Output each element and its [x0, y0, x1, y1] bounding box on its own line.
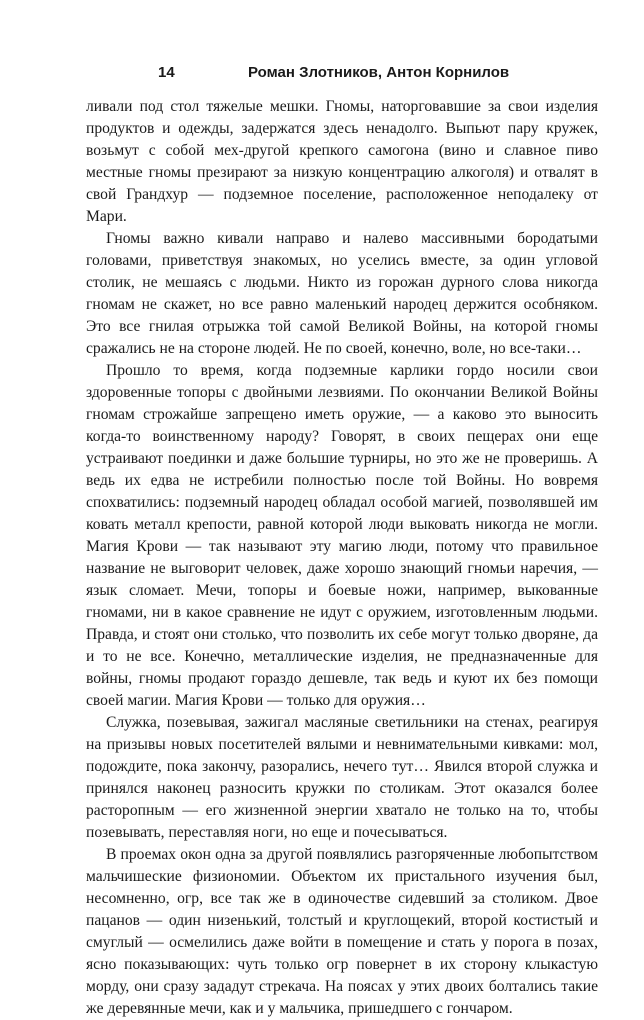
running-head: Роман Злотников, Антон Корнилов: [248, 64, 510, 81]
page-number: 14: [158, 64, 175, 81]
paragraph: Гномы важно кивали направо и налево массивными бородатыми головами, приветствуя знакомых, но уселись вместе, за один угловой столик, не мешаясь с людьми. Никто из горожан дурного слова никогда гномам не скажет, но все равно маленький народец держится особняком. Это все гнилая отрыжка той самой Великой Войны, на которой гномы сражались не на стороне людей. Не по своей, конечно, воле, но все-таки…: [86, 230, 598, 357]
paragraph: Служка, позевывая, зажигал масляные светильники на стенах, реагируя на призывы новых посетителей вялыми и невнимательными кивками: мол, подождите, пока закончу, разорались, нечего тут… Явился второй служка и принялся наконец разносить кружки по столикам. Этот оказался более расторопным — его жизненной энергии хватало не только на то, чтобы позевывать, переставляя ноги, но еще и почесываться.: [86, 714, 598, 841]
body-text: [86, 96, 598, 1020]
paragraph: В проемах окон одна за другой появлялись разгоряченные любопытством мальчишеские физиономии. Объектом их пристального изучения был, несомненно, огр, все так же в одиночестве сидевший за столиком. Двое пацанов — один низенький, толстый и круглощекий, второй костистый и смуглый — осмелились даже войти в помещение и стать у порога в позах, ясно показывающих: чуть только огр повернет в их сторону клыкастую морду, они сразу зададут стрекача. На поясах у этих двоих болтались такие же деревянные мечи, как и у мальчика, пришедшего с гончаром.: [86, 846, 598, 1017]
paragraph: Прошло то время, когда подземные карлики гордо носили свои здоровенные топоры с двойными лезвиями. По окончании Великой Войны гномам строжайше запрещено иметь оружие, — а каково это выносить когда-то воинственному народу? Говорят, в своих пещерах они еще устраивают поединки и даже большие турниры, но это же не проверишь. А ведь их едва не истребили полностью после той Войны. Но вовремя спохватились: подземный народец обладал особой магией, позволявшей им ковать металл крепости, равной которой люди выковать никогда не могли. Магия Крови — так называют эту магию люди, потому что правильное название не выговорит человек, даже хорошо знающий гномьи наречия, — язык сломает. Мечи, топоры и боевые ножи, например, выкованные гномами, ни в какое сравнение не идут с оружием, изготовленным людьми. Правда, и стоят они столько, что позволить их себе могут только дворяне, да и то не все. Конечно, металлические изделия, не предназначенные для войны, гномы продают гораздо дешевле, так ведь и куют их без помощи своей магии. Магия Крови — только для оружия…: [86, 362, 598, 709]
paragraph: ливали под стол тяжелые мешки. Гномы, наторговавшие за свои изделия продуктов и одежды, задержатся здесь ненадолго. Выпьют пару кружек, возьмут с собой мех-другой крепкого самогона (вино и славное пиво местные гномы презирают за низкую концентрацию алкоголя) и отвалят в свой Грандхур — подземное поселение, расположенное неподалеку от Мари.: [86, 98, 598, 225]
